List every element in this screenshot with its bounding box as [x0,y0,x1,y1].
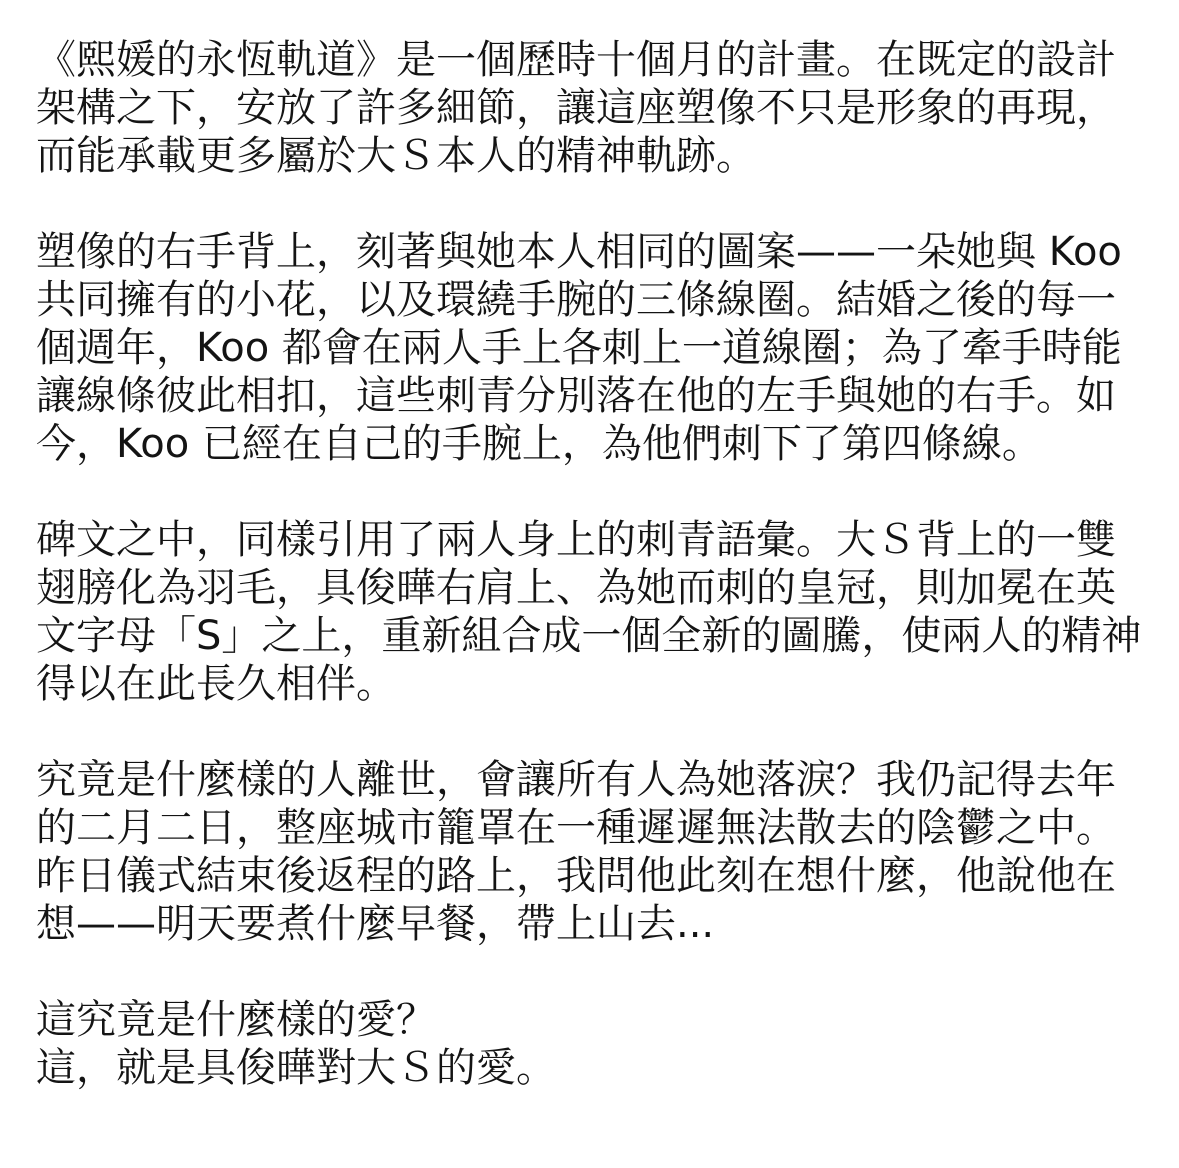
text-line: 而能承載更多屬於大Ｓ本人的精神軌跡。 [36,133,756,179]
paragraph-closing [36,996,1151,1092]
text-line: 讓線條彼此相扣，這些刺青分別落在他的左手與她的右手。如 [36,373,1116,419]
text-line: 《熙媛的永恆軌道》是一個歷時十個月的計畫。在既定的設計 [36,37,1116,83]
text-line: 個週年，Koo 都會在兩人手上各刺上一道線圈；為了牽手時能 [36,325,1122,371]
text-line: 昨日儀式結束後返程的路上，我問他此刻在想什麼，他說他在 [36,853,1116,899]
text-line: 想——明天要煮什麼早餐，帶上山去... [36,901,715,947]
text-line: 究竟是什麼樣的人離世，會讓所有人為她落淚？我仍記得去年 [36,757,1116,803]
paragraph-hand-tattoo [36,228,1151,468]
text-line: 翅膀化為羽毛，具俊曄右肩上、為她而刺的皇冠，則加冕在英 [36,565,1116,611]
text-line: 碑文之中，同樣引用了兩人身上的刺青語彙。大Ｓ背上的一雙 [36,517,1116,563]
text-line: 架構之下，安放了許多細節，讓這座塑像不只是形象的再現， [36,85,1116,131]
text-line: 文字母「S」之上，重新組合成一個全新的圖騰，使兩人的精神 [36,613,1142,659]
paragraph-memory [36,756,1151,948]
text-line: 得以在此長久相伴。 [36,661,396,707]
text-line: 共同擁有的小花，以及環繞手腕的三條線圈。結婚之後的每一 [36,277,1116,323]
paragraph-project-intro [36,36,1151,180]
text-line: 這，就是具俊曄對大Ｓ的愛。 [36,1045,556,1091]
text-line: 今，Koo 已經在自己的手腕上，為他們刺下了第四條線。 [36,421,1042,467]
text-line: 的二月二日，整座城市籠罩在一種遲遲無法散去的陰鬱之中。 [36,805,1116,851]
text-line: 塑像的右手背上，刻著與她本人相同的圖案——一朵她與 Koo [36,229,1122,275]
text-line: 這究竟是什麼樣的愛？ [36,997,436,1043]
paragraph-inscription [36,516,1151,708]
article-body [36,36,1151,1092]
